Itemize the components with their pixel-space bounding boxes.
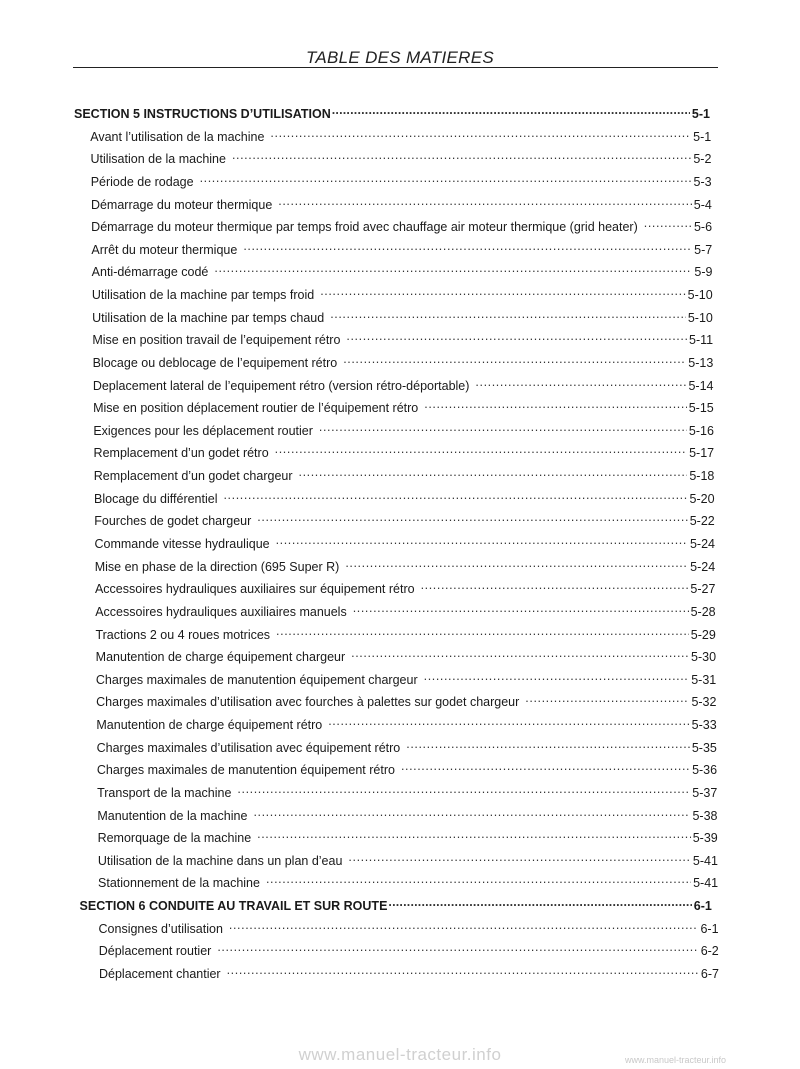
toc-entry-label: Consignes d’utilisation [98, 921, 223, 936]
toc-entry-label: Utilisation de la machine par temps froid [91, 288, 315, 303]
toc-entry [91, 238, 712, 258]
dot-leader [424, 396, 686, 412]
toc-entry-page: 5-2 [693, 152, 712, 167]
toc-entry-page: 5-11 [689, 333, 714, 348]
toc-entry [92, 283, 713, 303]
toc-entry-label: Arrêt du moteur thermique [91, 242, 238, 257]
toc-entry-page: 5-31 [691, 672, 717, 687]
toc-entry [90, 147, 711, 167]
toc-entry-label: SECTION 5 INSTRUCTIONS D’UTILISATION [74, 107, 331, 121]
toc-entry-label: Fourches de godet chargeur [94, 514, 252, 529]
toc-entry-label: Utilisation de la machine dans un plan d’eau [97, 853, 343, 868]
toc-entry [94, 487, 715, 507]
toc-entry [95, 600, 715, 620]
toc-entry-label: Blocage du différentiel [94, 491, 218, 506]
toc-entry-page: 5-13 [688, 355, 714, 370]
toc-entry-label: Tractions 2 ou 4 roues motrices [95, 627, 271, 642]
toc-entry-page: 5-1 [691, 107, 710, 121]
toc-entry-page: 5-41 [692, 853, 718, 868]
dot-leader [644, 215, 692, 231]
dot-leader [406, 736, 690, 752]
toc-entry-page: 5-24 [690, 559, 716, 574]
toc-entry-label: Stationnement de la machine [98, 876, 260, 891]
toc-entry-page: 5-4 [693, 197, 712, 212]
dot-leader [332, 102, 690, 118]
dot-leader [223, 487, 687, 503]
dot-leader [328, 713, 689, 729]
dot-leader [276, 532, 688, 548]
dot-leader [345, 555, 688, 571]
dot-leader [278, 193, 691, 209]
toc-section-heading [80, 894, 712, 914]
toc-entry-page: 5-33 [691, 718, 717, 733]
dot-leader [330, 306, 686, 322]
toc-entry-label: Manutention de charge équipement rétro [96, 718, 323, 733]
toc-entry-label: Avant l’utilisation de la machine [90, 129, 265, 144]
toc-entry-page: 5-24 [689, 537, 715, 551]
toc-entry [94, 441, 715, 461]
toc-entry [93, 419, 714, 439]
toc-entry [96, 690, 716, 710]
dot-leader [421, 577, 689, 593]
toc-entry-label: Remplacement d’un godet rétro [93, 446, 269, 461]
dot-leader [237, 781, 690, 797]
toc-entry-label: Remorquage de la machine [97, 831, 252, 846]
dot-leader [299, 464, 688, 480]
toc-entry-label: Charges maximales d’utilisation avec équipement rétro [96, 740, 401, 755]
toc-entry-page: 5-1 [693, 129, 712, 144]
toc-entry-label: Charges maximales d’utilisation avec fourches à palettes sur godet chargeur [96, 695, 520, 710]
toc-entry-label: SECTION 6 CONDUITE AU TRAVAIL ET SUR ROUTE [79, 899, 388, 914]
toc-entry-label: Charges maximales de manutention équipement rétro [96, 763, 395, 778]
dot-leader [401, 758, 690, 774]
toc-entry-label: Commande vitesse hydraulique [94, 537, 270, 551]
toc-entry-label: Charges maximales de manutention équipement chargeur [95, 672, 418, 687]
toc-entry [97, 758, 717, 778]
toc-entry-page: 5-41 [693, 876, 719, 891]
toc-entry-label: Mise en phase de la direction (695 Super R) [94, 559, 340, 574]
dot-leader [343, 351, 686, 367]
toc-entry-page: 5-9 [694, 265, 713, 280]
toc-entry [94, 509, 715, 529]
toc-entry-label: Déplacement chantier [99, 967, 221, 981]
dot-leader [351, 645, 689, 661]
dot-leader [257, 509, 687, 525]
toc-entry [91, 215, 712, 235]
toc-entry [94, 464, 715, 484]
toc-entry [97, 804, 717, 824]
dot-leader [200, 170, 692, 186]
toc-entry [96, 668, 716, 688]
dot-leader [232, 147, 691, 163]
toc-entry-label: Anti-démarrage codé [91, 265, 209, 280]
dot-leader [424, 668, 690, 684]
dot-leader [388, 894, 691, 910]
toc-entry-page: 6-1 [700, 921, 719, 936]
toc-entry-page: 5-16 [688, 423, 714, 438]
dot-leader [475, 374, 686, 390]
toc-entry-page: 5-6 [693, 220, 713, 235]
toc-entry-page: 5-37 [692, 785, 718, 800]
toc-entry [98, 871, 718, 891]
toc-entry [97, 736, 717, 756]
toc-entry [92, 328, 713, 348]
dot-leader [229, 917, 699, 933]
toc-entry-page: 5-10 [687, 288, 713, 303]
toc-entry-page: 5-38 [692, 808, 718, 823]
toc-entry [95, 577, 715, 597]
toc-entry-label: Deplacement lateral de l’equipement rétro (version rétro-déportable) [92, 378, 470, 393]
toc-entry-label: Accessoires hydrauliques auxiliaires sur équipement rétro [94, 582, 415, 597]
dot-leader [217, 939, 698, 955]
toc-entry [95, 555, 715, 575]
dot-leader [275, 441, 687, 457]
toc-entry [95, 623, 715, 643]
toc-entry-page: 5-15 [688, 401, 714, 416]
toc-entry-page: 5-29 [690, 627, 716, 642]
dot-leader [214, 260, 692, 276]
toc-entry [90, 125, 711, 145]
toc-entry-label: Exigences pour les déplacement routier [93, 423, 313, 438]
toc-entry [93, 374, 714, 394]
toc-entry-label: Mise en position travail de l’equipement rétro [92, 333, 341, 348]
toc-entry-label: Période de rodage [90, 174, 194, 189]
toc-entry [91, 170, 712, 190]
toc-entry-page: 5-17 [689, 446, 715, 461]
toc-entry-label: Déplacement routier [98, 944, 212, 959]
toc-entry-label: Mise en position déplacement routier de l’équipement rétro [93, 401, 419, 416]
toc-entry-page: 6-2 [700, 944, 719, 959]
toc-entry-page: 6-7 [700, 967, 719, 981]
dot-leader [253, 804, 690, 820]
toc-entry-page: 5-3 [693, 174, 712, 189]
watermark-small: www.manuel-tracteur.info [624, 1055, 726, 1065]
toc-entry-page: 5-27 [690, 582, 716, 597]
toc-entry-label: Remplacement d’un godet chargeur [93, 469, 293, 484]
toc-entry-page: 5-7 [694, 242, 713, 257]
dot-leader [276, 623, 689, 639]
toc-entry [99, 917, 719, 937]
dot-leader [320, 283, 685, 299]
toc-entry [96, 713, 716, 733]
dot-leader [270, 125, 691, 141]
toc-entry [97, 781, 717, 801]
dot-leader [353, 600, 689, 616]
toc-entry [91, 193, 712, 213]
toc-entry [98, 826, 718, 846]
toc-entry [92, 260, 713, 280]
toc-entry-page: 5-32 [691, 695, 717, 710]
dot-leader [243, 238, 692, 254]
dot-leader [319, 419, 687, 435]
toc-entry-page: 5-30 [691, 650, 717, 665]
dot-leader [346, 328, 687, 344]
dot-leader [525, 690, 689, 706]
toc-entry-page: 6-1 [693, 899, 712, 914]
toc-entry [92, 306, 713, 326]
toc-entry-label: Démarrage du moteur thermique par temps froid avec chauffage air moteur thermique (grid heater) [91, 220, 638, 235]
toc-entry-label: Démarrage du moteur thermique [90, 197, 273, 212]
toc-entry-label: Manutention de charge équipement chargeur [95, 650, 346, 665]
toc-entry-page: 5-10 [687, 310, 713, 325]
toc-entry-label: Blocage ou deblocage de l’equipement rétro [92, 355, 338, 370]
toc-entry [93, 351, 714, 371]
toc-section-heading [74, 102, 710, 122]
page-title: TABLE DES MATIERES [305, 48, 495, 67]
toc-entry-label: Transport de la machine [97, 785, 232, 800]
toc-entry-page: 5-39 [692, 831, 718, 846]
dot-leader [266, 871, 691, 887]
toc-entry-label: Utilisation de la machine [90, 152, 226, 167]
dot-leader [227, 962, 699, 978]
watermark: www.manuel-tracteur.info [298, 1045, 502, 1064]
toc-entry [95, 532, 716, 552]
toc-entry [96, 645, 716, 665]
toc-entry [99, 939, 719, 959]
toc-entry-page: 5-14 [688, 378, 714, 393]
toc-entry [99, 962, 719, 982]
toc-entry-page: 5-28 [690, 604, 716, 619]
toc-entry [93, 396, 714, 416]
toc-entry [98, 849, 718, 869]
toc-entry-page: 5-22 [689, 514, 715, 529]
toc-entry-page: 5-36 [692, 763, 718, 778]
dot-leader [257, 826, 691, 842]
toc-entry-page: 5-35 [691, 740, 717, 755]
toc-entry-label: Manutention de la machine [97, 808, 248, 823]
toc-entry-label: Utilisation de la machine par temps chaud [92, 310, 325, 325]
toc-entry-page: 5-18 [689, 469, 715, 484]
dot-leader [348, 849, 690, 865]
toc-entry-page: 5-20 [689, 491, 715, 506]
toc-entry-label: Accessoires hydrauliques auxiliaires manuels [95, 604, 347, 619]
